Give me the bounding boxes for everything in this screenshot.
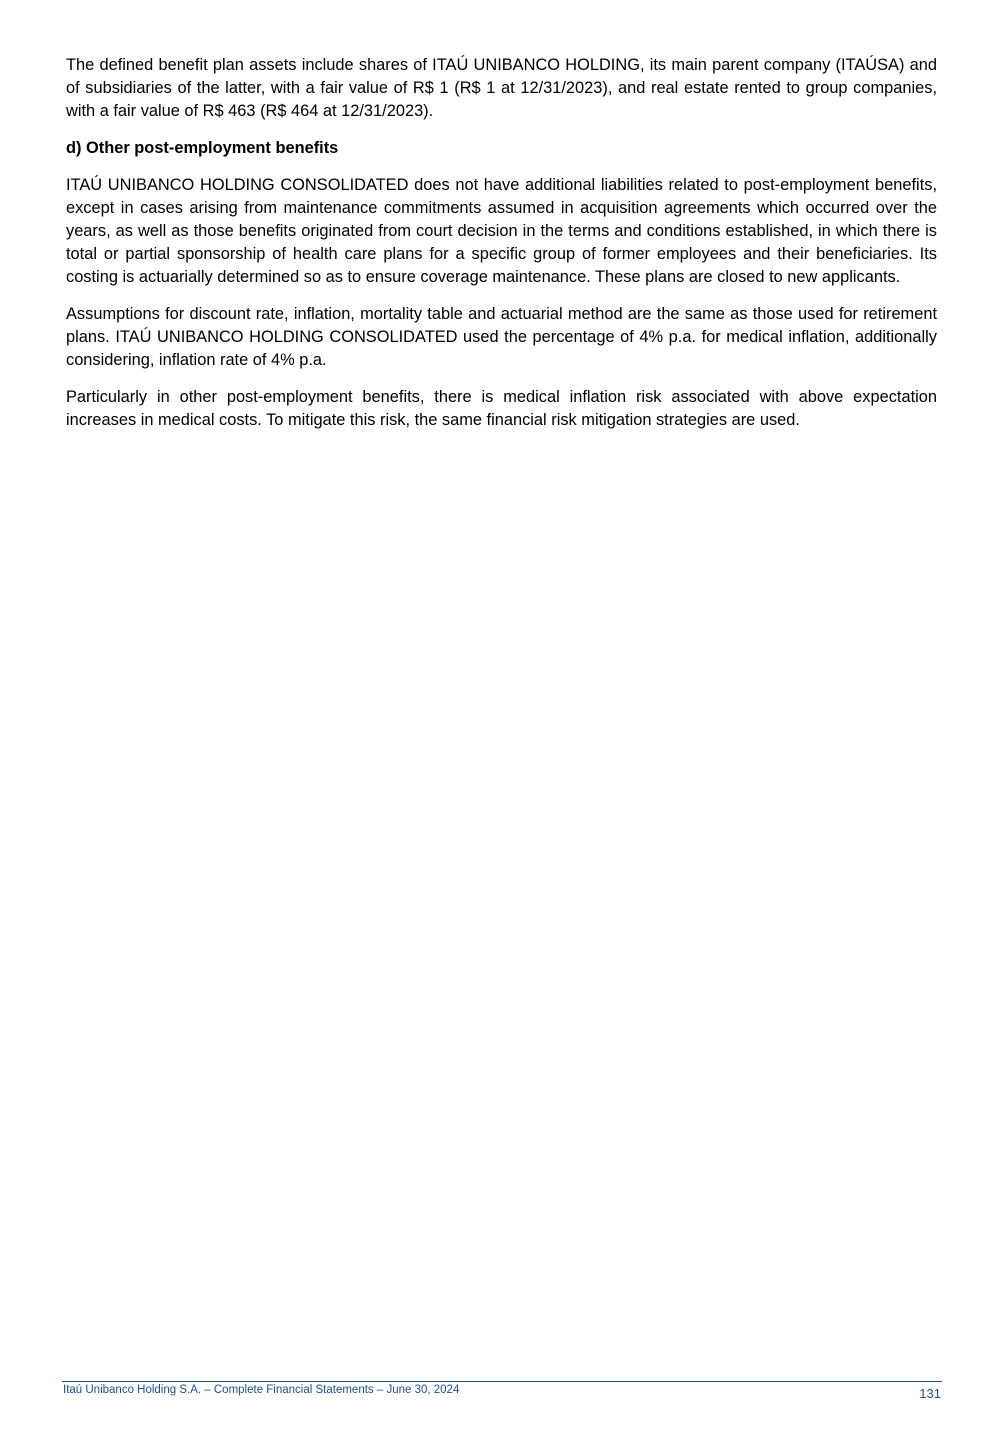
section-heading-other-post-employment-benefits: d) Other post-employment benefits xyxy=(66,139,339,157)
paragraph-assumptions: Assumptions for discount rate, inflation, mortality table and actuarial method are the same as those used for retirement plans. ITAÚ UNIBANCO HOLDING CONSOLIDATED used the percentage of 4% p.a. for medical inflation, additionally considering, inflation rate of 4% p.a. xyxy=(66,305,937,369)
footer-divider xyxy=(62,1381,942,1382)
footer-page-number: 131 xyxy=(919,1386,941,1401)
paragraph-plan-assets: The defined benefit plan assets include shares of ITAÚ UNIBANCO HOLDING, its main parent company (ITAÚSA) and of subsidiaries of the latter, with a fair value of R$ 1 (R$ 1 at 12/31/2023), and real estate rented to group companies, with a fair value of R$ 463 (R$ 464 at 12/31/2023). xyxy=(66,56,937,120)
paragraph-additional-liabilities: ITAÚ UNIBANCO HOLDING CONSOLIDATED does not have additional liabilities related to post-employment benefits, except in cases arising from maintenance commitments assumed in acquisition agreements which occurred over the years, as well as those benefits originated from court decision in the terms and conditions established, in which there is total or partial sponsorship of health care plans for a specific group of former employees and their beneficiaries. Its costing is actuarially determined so as to ensure coverage maintenance. These plans are closed to new applicants. xyxy=(66,176,937,286)
paragraph-medical-inflation-risk: Particularly in other post-employment benefits, there is medical inflation risk associated with above expectation increases in medical costs. To mitigate this risk, the same financial risk mitigation strategies are used. xyxy=(66,388,937,429)
footer-document-title: Itaú Unibanco Holding S.A. – Complete Financial Statements – June 30, 2024 xyxy=(63,1384,460,1396)
page-body xyxy=(66,54,937,446)
